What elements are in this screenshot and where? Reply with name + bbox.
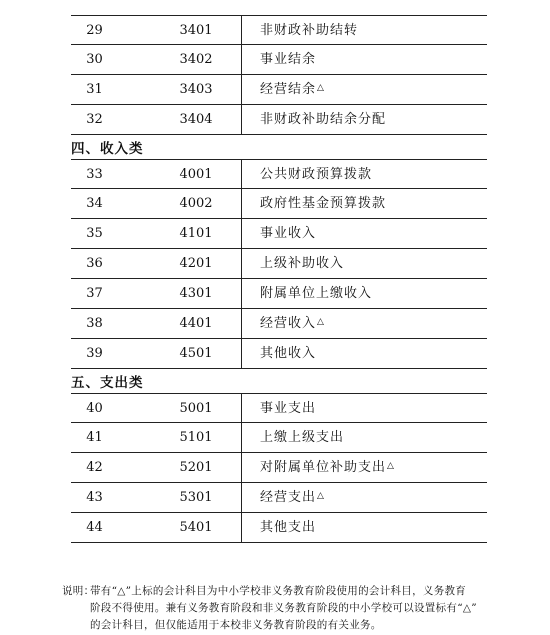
table-row (71, 513, 487, 543)
row-number: 44 (86, 520, 103, 535)
column-divider (241, 339, 242, 368)
account-name-cell (260, 339, 316, 369)
column-divider (241, 483, 242, 512)
row-number: 29 (86, 23, 103, 38)
account-name: 经营支出 (260, 490, 317, 505)
table-row (71, 75, 487, 105)
table-row (71, 249, 487, 279)
account-name-cell (260, 16, 358, 46)
triangle-mark: △ (387, 461, 395, 471)
account-name: 非财政补助结转 (260, 23, 359, 38)
account-name-cell (260, 160, 372, 190)
row-number: 43 (86, 490, 103, 505)
explanatory-note (62, 583, 500, 634)
account-code: 5201 (179, 460, 213, 475)
row-number: 41 (86, 430, 103, 445)
triangle-mark: △ (317, 317, 325, 327)
column-divider (241, 16, 242, 45)
column-divider (241, 279, 242, 308)
account-code: 5001 (179, 401, 213, 416)
account-name: 公共财政预算拨款 (260, 167, 373, 182)
column-divider (241, 105, 242, 134)
account-code: 4001 (179, 167, 213, 182)
row-number: 39 (86, 346, 103, 361)
row-number: 35 (86, 226, 103, 241)
column-divider (241, 219, 242, 248)
row-number: 34 (86, 196, 103, 211)
account-code: 4401 (179, 316, 213, 331)
account-code: 4101 (179, 226, 213, 241)
account-name: 经营收入 (260, 316, 317, 331)
account-code: 3401 (179, 23, 213, 38)
account-name: 上级补助收入 (260, 256, 345, 271)
account-code: 5301 (179, 490, 213, 505)
table-row (71, 45, 487, 75)
account-name-cell (260, 45, 316, 75)
column-divider (241, 249, 242, 278)
column-divider (241, 75, 242, 104)
row-number: 42 (86, 460, 103, 475)
note-line: 带有“△”上标的会计科目为中小学校非义务教育阶段使用的会计科目，义务教育 (90, 585, 467, 597)
column-divider (241, 45, 242, 74)
account-name-cell (260, 309, 325, 339)
account-name: 经营结余 (260, 82, 317, 97)
table-row (71, 309, 487, 339)
column-divider (241, 189, 242, 218)
account-name-cell (260, 279, 372, 309)
account-name: 事业收入 (260, 226, 317, 241)
note-label: 说明： (62, 585, 95, 597)
table-row (71, 159, 487, 189)
account-code: 5401 (179, 520, 213, 535)
column-divider (241, 160, 242, 189)
account-code: 4002 (179, 196, 213, 211)
account-name-cell (260, 423, 344, 453)
account-name-cell (260, 249, 344, 279)
account-code: 4301 (179, 286, 213, 301)
row-number: 32 (86, 112, 103, 127)
account-code: 4501 (179, 346, 213, 361)
table-row (71, 105, 487, 135)
account-name-cell (260, 219, 316, 249)
account-name: 附属单位上缴收入 (260, 286, 373, 301)
account-name-cell (260, 105, 386, 135)
note-line: 的会计科目，但仅能适用于本校非义务教育阶段的有关业务。 (90, 619, 382, 631)
account-name: 上缴上级支出 (260, 430, 345, 445)
table-row (71, 15, 487, 45)
table-row (71, 423, 487, 453)
table-row (71, 279, 487, 309)
column-divider (241, 453, 242, 482)
triangle-mark: △ (317, 491, 325, 501)
account-code: 3404 (179, 112, 213, 127)
account-name: 其他支出 (260, 520, 317, 535)
row-number: 40 (86, 401, 103, 416)
account-name-cell (260, 189, 386, 219)
table-row (71, 219, 487, 249)
account-name: 对附属单位补助支出 (260, 460, 387, 475)
row-number: 31 (86, 82, 103, 97)
column-divider (241, 309, 242, 338)
column-divider (241, 394, 242, 423)
account-name: 事业结余 (260, 52, 317, 67)
row-number: 33 (86, 167, 103, 182)
table-row (71, 189, 487, 219)
table-row (71, 339, 487, 369)
account-name-cell (260, 75, 325, 105)
account-name-cell (260, 513, 316, 543)
row-number: 38 (86, 316, 103, 331)
note-line: 阶段不得使用。兼有义务教育阶段和非义务教育阶段的中小学校可以设置标有“△” (90, 602, 477, 614)
account-name-cell (260, 453, 395, 483)
account-name: 其他收入 (260, 346, 317, 361)
section-heading: 五、支出类 (71, 375, 144, 391)
account-code: 4201 (179, 256, 213, 271)
account-name: 非财政补助结余分配 (260, 112, 387, 127)
table-row (71, 483, 487, 513)
row-number: 37 (86, 286, 103, 301)
account-code: 3402 (179, 52, 213, 67)
section-heading: 四、收入类 (71, 141, 144, 157)
account-name: 事业支出 (260, 401, 317, 416)
table-row (71, 453, 487, 483)
account-code: 5101 (179, 430, 213, 445)
row-number: 36 (86, 256, 103, 271)
account-code: 3403 (179, 82, 213, 97)
column-divider (241, 513, 242, 542)
table-row (71, 393, 487, 423)
column-divider (241, 423, 242, 452)
row-number: 30 (86, 52, 103, 67)
account-name-cell (260, 483, 325, 513)
account-name: 政府性基金预算拨款 (260, 196, 387, 211)
account-name-cell (260, 394, 316, 424)
triangle-mark: △ (317, 83, 325, 93)
